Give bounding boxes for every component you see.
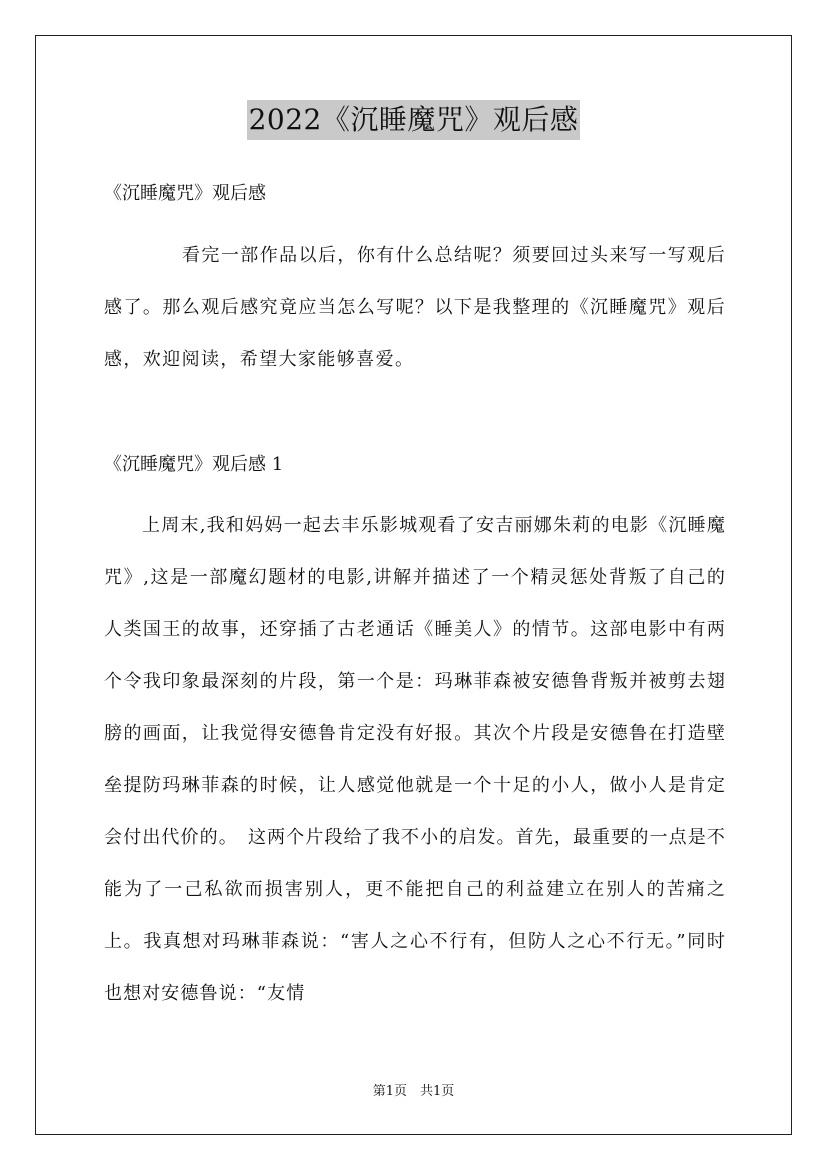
title-container [0, 100, 827, 140]
intro-paragraph: 看完一部作品以后，你有什么总结呢？须要回过头来写一写观后感了。那么观后感究竟应当怎么写呢？以下是我整理的《沉睡魔咒》观后感，欢迎阅读，希望大家能够喜爱。 [104, 245, 726, 370]
document-subtitle: 《沉睡魔咒》观后感 [104, 183, 266, 204]
body-paragraph: 上周末,我和妈妈一起去丰乐影城观看了安吉丽娜朱莉的电影《沉睡魔咒》,这是一部魔幻题材的电影,讲解并描述了一个精灵惩处背叛了自己的人类国王的故事，还穿插了古老通话《睡美人》的情节。这部电影中有两个令我印象最深刻的片段，第一个是：玛琳菲森被安德鲁背叛并被剪去翅膀的画面，让我觉得安德鲁肯定没有好报。其次个片段是安德鲁在打造壁垒提防玛琳菲森的时候，让人感觉他就是一个十足的小人，做小人是肯定会付出代价的。 这两个片段给了我不小的启发。首先，最重要的一点是不能为了一己私欲而损害别人，更不能把自己的利益建立在别人的苦痛之上。我真想对玛琳菲森说：“害人之心不行有，但防人之心不行无。”同时也想对安德鲁说：“友情 [104, 515, 726, 1004]
page-footer: 第1页 共1页 [372, 1084, 455, 1099]
section-heading: 《沉睡魔咒》观后感 1 [104, 454, 284, 475]
document-title: 2022《沉睡魔咒》观后感 [247, 100, 581, 140]
